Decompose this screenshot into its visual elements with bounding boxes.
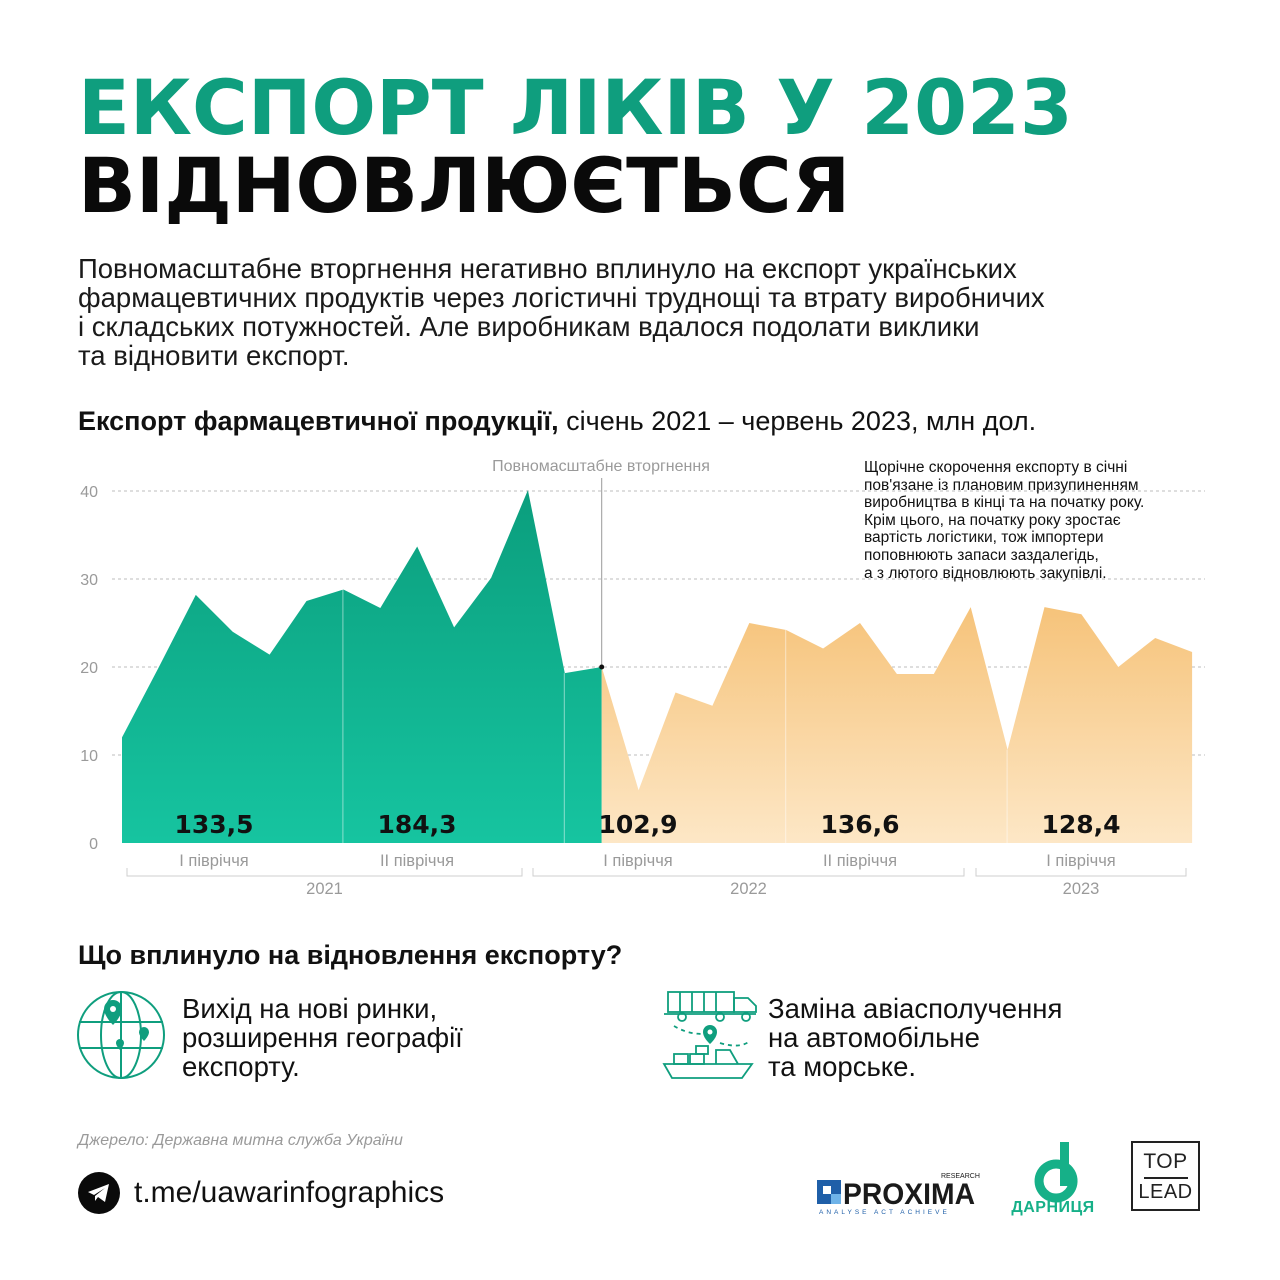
half-year-label: І півріччя (1046, 852, 1116, 870)
factors-heading: Що вплинуло на відновлення експорту? (78, 940, 623, 970)
data-point (1006, 748, 1009, 751)
telegram-link-text[interactable]: t.me/uawarinfographics (134, 1176, 445, 1209)
factor-logistics (768, 994, 1062, 1081)
data-point (674, 691, 677, 694)
data-point (157, 666, 160, 669)
title-line-1: ЕКСПОРТ ЛІКІВ У 2023 (78, 63, 1073, 152)
half-year-label: ІІ півріччя (822, 852, 898, 870)
data-point (379, 607, 382, 610)
factor-line: розширення географії (182, 1022, 463, 1053)
invasion-marker (599, 665, 604, 670)
data-point (268, 653, 271, 656)
data-point (416, 545, 419, 548)
telegram-icon (78, 1172, 120, 1214)
data-point (121, 736, 124, 739)
darnytsia-logo-text: ДАРНИЦЯ (1011, 1199, 1095, 1216)
factor-line: Вихід на нові ринки, (182, 993, 438, 1024)
note-line: а з лютого відновлюють закупівлі. (864, 564, 1107, 582)
half-year-label: ІІ півріччя (379, 852, 455, 870)
data-point (194, 593, 197, 596)
chart-heading-rest: січень 2021 – червень 2023, млн дол. (558, 406, 1037, 436)
telegram-link[interactable] (78, 1170, 444, 1216)
darnytsia-logo (1003, 1138, 1103, 1218)
note-line: виробництва в кінці та на початку року. (864, 494, 1145, 512)
data-point (785, 629, 788, 632)
chart-heading-bold: Експорт фармацевтичної продукції, (78, 406, 559, 436)
proxima-logo-text: PROXIMA (843, 1178, 975, 1211)
proxima-research-text: RESEARCH (941, 1173, 980, 1180)
half-year-total: 102,9 (598, 810, 678, 839)
half-year-total: 184,3 (377, 810, 457, 839)
data-point (895, 673, 898, 676)
data-point (342, 588, 345, 591)
pre-war-area (122, 490, 602, 843)
data-point (453, 626, 456, 629)
intro-line: Повномасштабне вторгнення негативно вплинуло на експорт українських (78, 253, 1017, 284)
year-label: 2022 (730, 880, 767, 898)
data-point (748, 622, 751, 625)
toplead-line-2: LEAD (1138, 1180, 1193, 1203)
data-point (490, 577, 493, 580)
year-label: 2023 (1062, 880, 1100, 898)
chart-heading (78, 406, 1036, 437)
intro-line: і складських потужностей. Але виробникам вдалося подолати виклики (78, 311, 980, 342)
y-tick-label: 10 (80, 748, 98, 765)
toplead-separator (1144, 1177, 1188, 1179)
note-line: вартість логістики, тож імпортери (864, 529, 1104, 547)
half-year-total: 136,6 (820, 810, 900, 839)
intro-line: фармацевтичних продуктів через логістичні труднощі та втрату виробничих (78, 282, 1045, 313)
toplead-line-1: TOP (1143, 1150, 1188, 1173)
data-point (231, 630, 234, 633)
y-tick-label: 0 (89, 836, 98, 853)
factor-line: експорту. (182, 1051, 300, 1082)
data-point (563, 672, 566, 675)
intro-paragraph (78, 254, 1198, 370)
title-line-2: ВІДНОВЛЮЄТЬСЯ (78, 141, 851, 230)
data-point (526, 489, 529, 492)
note-line: Щорічне скорочення експорту в січні (864, 459, 1128, 476)
toplead-logo (1131, 1141, 1200, 1211)
year-label: 2021 (306, 880, 343, 898)
invasion-annotation: Повномасштабне вторгнення (492, 458, 710, 475)
intro-line: та відновити експорт. (78, 340, 350, 371)
data-point (969, 606, 972, 609)
data-point (711, 704, 714, 707)
data-point (1154, 636, 1157, 639)
data-point (1191, 651, 1194, 654)
half-year-total: 128,4 (1041, 810, 1121, 839)
y-tick-label: 40 (80, 484, 98, 501)
data-point (1043, 606, 1046, 609)
source-note: Джерело: Державна митна служба України (78, 1132, 403, 1149)
data-point (1080, 613, 1083, 616)
data-point (637, 789, 640, 792)
y-tick-label: 20 (80, 660, 98, 677)
half-year-total: 133,5 (174, 810, 254, 839)
data-point (305, 600, 308, 603)
factor-line: Заміна авіасполучення (768, 993, 1063, 1024)
data-point (859, 622, 862, 625)
note-line: поповнюють запаси заздалегідь, (864, 546, 1099, 564)
note-line: Крім цього, на початку року зростає (864, 511, 1121, 529)
factor-line: та морське. (768, 1051, 917, 1082)
truck-ship-route-icon (660, 988, 760, 1082)
proxima-logo (815, 1168, 980, 1218)
half-year-label: І півріччя (179, 852, 249, 870)
note-line: пов'язане із плановим призупиненням (864, 476, 1139, 494)
year-bracket (533, 868, 964, 876)
factor-new-markets (182, 994, 463, 1081)
chart-note (864, 459, 1224, 582)
y-tick-label: 30 (80, 572, 98, 589)
proxima-tagline: ANALYSE ACT ACHIEVE (819, 1209, 950, 1216)
data-point (932, 673, 935, 676)
globe-map-pin-icon (76, 990, 168, 1082)
factor-line: на автомобільне (768, 1022, 980, 1053)
data-point (822, 647, 825, 650)
post-war-area (602, 607, 1192, 843)
half-year-label: І півріччя (603, 852, 673, 870)
data-point (1117, 666, 1120, 669)
